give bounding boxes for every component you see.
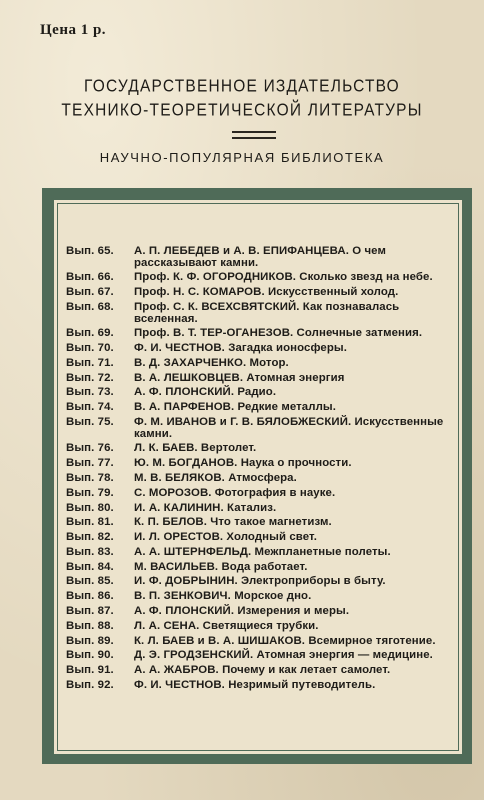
issue-title: Проф. С. К. ВСЕХСВЯТСКИЙ. Как познавалась вселенная. xyxy=(134,300,400,325)
issue-title: Ф. И. ЧЕСТНОВ. Незримый путеводитель. xyxy=(134,678,376,691)
publisher-line-2: ТЕХНИКО-ТЕОРЕТИЧЕСКОЙ ЛИТЕРАТУРЫ xyxy=(61,100,423,120)
issue-number: Вып. 83. xyxy=(66,545,114,558)
list-item xyxy=(66,576,466,588)
list-item xyxy=(66,458,466,470)
issue-title: К. Л. БАЕВ и В. А. ШИШАКОВ. Всемирное тяготение. xyxy=(134,634,436,647)
issue-title: И. Ф. ДОБРЫНИН. Электроприборы в быту. xyxy=(134,575,386,588)
issue-title: В. А. ПАРФЕНОВ. Редкие металлы. xyxy=(134,401,337,414)
issue-title: А. Ф. ПЛОНСКИЙ. Измерения и меры. xyxy=(134,604,350,617)
issue-title: В. П. ЗЕНКОВИЧ. Морское дно. xyxy=(134,590,312,603)
issue-number: Вып. 74. xyxy=(66,401,114,414)
publisher-line-1: ГОСУДАРСТВЕННОЕ ИЗДАТЕЛЬСТВО xyxy=(84,76,400,96)
issue-number: Вып. 75. xyxy=(66,416,114,428)
list-item xyxy=(66,272,466,284)
divider-rule-top xyxy=(232,131,276,133)
issue-title: Л. К. БАЕВ. Вертолет. xyxy=(134,442,257,455)
issue-number: Вып. 82. xyxy=(66,531,114,544)
issue-number: Вып. 79. xyxy=(66,486,114,499)
issue-number: Вып. 67. xyxy=(66,286,114,299)
issue-number: Вып. 71. xyxy=(66,356,114,369)
list-item xyxy=(66,328,466,340)
list-item xyxy=(66,302,466,325)
list-item xyxy=(66,417,466,440)
issue-title: В. А. ЛЕШКОВЦЕВ. Атомная энергия xyxy=(134,371,345,384)
issue-title: А. А. ШТЕРНФЕЛЬД. Межпланетные полеты. xyxy=(134,545,391,558)
list-item xyxy=(66,547,466,559)
list-item xyxy=(66,387,466,399)
issue-title: Проф. К. Ф. ОГОРОДНИКОВ. Сколько звезд на небе. xyxy=(134,271,433,284)
issue-number: Вып. 81. xyxy=(66,516,114,529)
issue-title: И. Л. ОРЕСТОВ. Холодный свет. xyxy=(134,531,317,544)
list-item xyxy=(66,665,466,677)
list-item xyxy=(66,343,466,355)
list-item xyxy=(66,591,466,603)
issue-number: Вып. 85. xyxy=(66,575,114,588)
issue-title: М. В. БЕЛЯКОВ. Атмосфера. xyxy=(134,471,297,484)
list-item xyxy=(66,287,466,299)
issue-number: Вып. 89. xyxy=(66,634,114,647)
issue-number: Вып. 72. xyxy=(66,371,114,384)
list-item xyxy=(66,373,466,385)
list-item xyxy=(66,606,466,618)
issue-number: Вып. 87. xyxy=(66,604,114,617)
issue-number: Вып. 73. xyxy=(66,386,114,399)
list-item xyxy=(66,680,466,692)
issue-number: Вып. 84. xyxy=(66,560,114,573)
list-item xyxy=(66,246,466,269)
list-item xyxy=(66,532,466,544)
issue-number: Вып. 70. xyxy=(66,342,114,355)
issue-title: Проф. В. Т. ТЕР-ОГАНЕЗОВ. Солнечные затмения. xyxy=(134,327,423,340)
issue-title: А. Ф. ПЛОНСКИЙ. Радио. xyxy=(134,386,277,399)
series-title: НАУЧНО-ПОПУЛЯРНАЯ БИБЛИОТЕКА xyxy=(99,150,385,165)
issue-number: Вып. 65. xyxy=(66,245,114,257)
issue-number: Вып. 86. xyxy=(66,590,114,603)
list-item xyxy=(66,562,466,574)
list-item xyxy=(66,473,466,485)
list-item xyxy=(66,650,466,662)
issue-title: Проф. Н. С. КОМАРОВ. Искусственный холод. xyxy=(134,286,399,299)
issue-title: Ф. М. ИВАНОВ и Г. В. БЯЛОБЖЕСКИЙ. Искусственные камни. xyxy=(134,416,444,440)
issue-number: Вып. 92. xyxy=(66,678,114,691)
issue-title: Ю. М. БОГДАНОВ. Наука о прочности. xyxy=(134,457,352,470)
issue-title: Д. Э. ГРОДЗЕНСКИЙ. Атомная энергия — медицине. xyxy=(134,649,433,662)
list-item xyxy=(66,517,466,529)
issue-number: Вып. 78. xyxy=(66,471,114,484)
divider-rule-bottom xyxy=(232,137,276,139)
issue-number: Вып. 88. xyxy=(66,619,114,632)
issue-number: Вып. 66. xyxy=(66,271,114,284)
list-item xyxy=(66,621,466,633)
issue-number: Вып. 69. xyxy=(66,327,114,340)
issue-title: С. МОРОЗОВ. Фотография в науке. xyxy=(134,486,336,499)
issue-title: Л. А. СЕНА. Светящиеся трубки. xyxy=(134,619,319,632)
issue-number: Вып. 77. xyxy=(66,457,114,470)
issue-title: И. А. КАЛИНИН. Катализ. xyxy=(134,501,277,514)
list-item xyxy=(66,636,466,648)
issue-number: Вып. 76. xyxy=(66,442,114,455)
issue-title: Ф. И. ЧЕСТНОВ. Загадка ионосферы. xyxy=(134,342,347,355)
issue-number: Вып. 80. xyxy=(66,501,114,514)
issue-number: Вып. 90. xyxy=(66,649,114,662)
issue-number: Вып. 91. xyxy=(66,664,114,677)
list-item xyxy=(66,402,466,414)
price-label: Цена 1 р. xyxy=(40,22,107,38)
issue-list xyxy=(66,246,466,695)
issue-title: А. А. ЖАБРОВ. Почему и как летает самолет. xyxy=(134,664,391,677)
list-item xyxy=(66,358,466,370)
issue-title: В. Д. ЗАХАРЧЕНКО. Мотор. xyxy=(134,356,289,369)
issue-title: М. ВАСИЛЬЕВ. Вода работает. xyxy=(134,560,308,573)
issue-title: А. П. ЛЕБЕДЕВ и А. В. ЕПИФАНЦЕВА. О чем рассказывают камни. xyxy=(134,245,386,269)
list-item xyxy=(66,503,466,515)
issue-number: Вып. 68. xyxy=(66,300,114,313)
list-item xyxy=(66,443,466,455)
list-item xyxy=(66,488,466,500)
issue-title: К. П. БЕЛОВ. Что такое магнетизм. xyxy=(134,516,332,529)
